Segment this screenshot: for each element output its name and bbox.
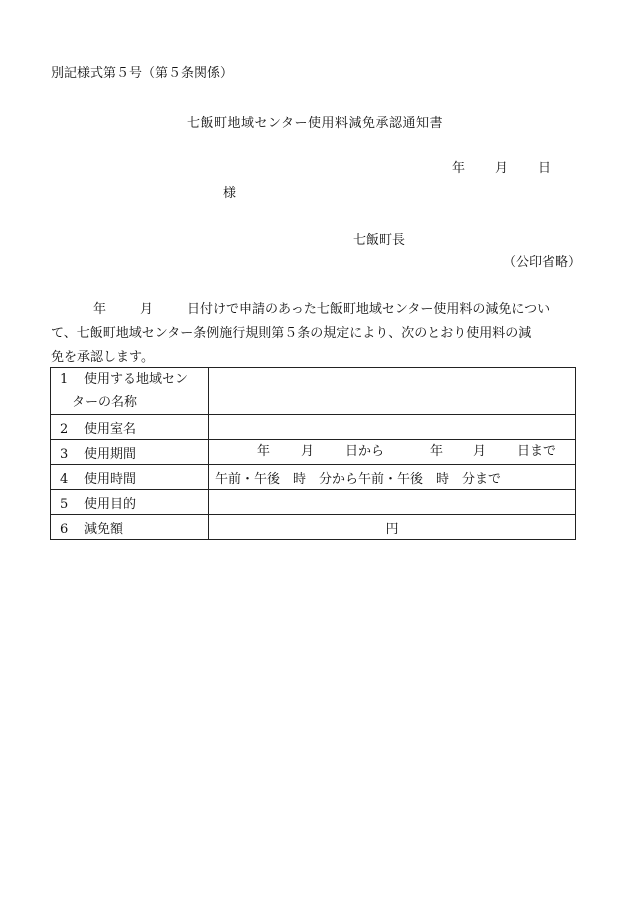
form-reference: 別記様式第５号（第５条関係） [51, 66, 234, 81]
date-day: 日 [538, 161, 552, 176]
table-row [51, 368, 576, 415]
row-label-room [51, 415, 209, 440]
body-year: 年 [93, 302, 107, 317]
row-label-text: 使用期間 [84, 446, 137, 462]
body-line-1-rest: 日付けで申請のあった七飯町地域センター使用料の減免につい [187, 302, 551, 317]
period-end-month: 月 [473, 444, 487, 459]
row-label-text: 減免額 [84, 521, 124, 537]
date-year: 年 [452, 161, 466, 176]
table-row [51, 515, 576, 540]
row-label-reduction [51, 515, 209, 540]
table-row [51, 490, 576, 515]
seal-omitted-note: （公印省略） [503, 255, 582, 270]
row-label-center-name [51, 368, 209, 415]
issue-date [0, 162, 630, 176]
row-label-purpose [51, 490, 209, 515]
body-line-2: て、七飯町地域センター条例施行規則第５条の規定により、次のとおり使用料の減 [51, 326, 532, 341]
row-number: 5 [60, 496, 69, 512]
period-start-day: 日から [345, 444, 385, 459]
row-number: 4 [60, 471, 69, 487]
period-start-year: 年 [257, 444, 271, 459]
row-label-text: 使用目的 [84, 496, 137, 512]
notice-body [51, 298, 581, 370]
table-row [51, 465, 576, 490]
table-row [51, 415, 576, 440]
row-value-time: 午前・午後 時 分から午前・午後 時 分まで [209, 465, 576, 490]
recipient-honorific: 様 [223, 186, 237, 201]
body-line-3: 免を承認します。 [51, 350, 154, 365]
row-value-reduction: 円 [209, 515, 576, 540]
row-value-purpose [209, 490, 576, 515]
row-value-period [209, 440, 576, 465]
row-label-text: 使用室名 [84, 421, 137, 437]
row-number: 6 [60, 521, 69, 537]
period-end-day: 日まで [517, 444, 557, 459]
period-start-month: 月 [301, 444, 315, 459]
table-row [51, 440, 576, 465]
row-number: 3 [60, 446, 69, 462]
row-number: 2 [60, 421, 69, 437]
row-label-part-2: ターの名称 [72, 395, 138, 410]
issuer-name: 七飯町長 [353, 233, 406, 248]
row-label-text: 使用時間 [84, 471, 137, 487]
date-month: 月 [495, 161, 509, 176]
row-label-period [51, 440, 209, 465]
usage-details-table [50, 367, 576, 540]
row-value-center-name [209, 368, 576, 415]
row-label-part-1: 使用する地域セン [84, 372, 189, 387]
document-title: 七飯町地域センター使用料減免承認通知書 [187, 116, 443, 131]
row-label-time [51, 465, 209, 490]
row-number: 1 [60, 372, 69, 387]
period-end-year: 年 [430, 444, 444, 459]
row-value-room [209, 415, 576, 440]
body-month: 月 [140, 302, 154, 317]
body-line-1 [51, 298, 581, 322]
